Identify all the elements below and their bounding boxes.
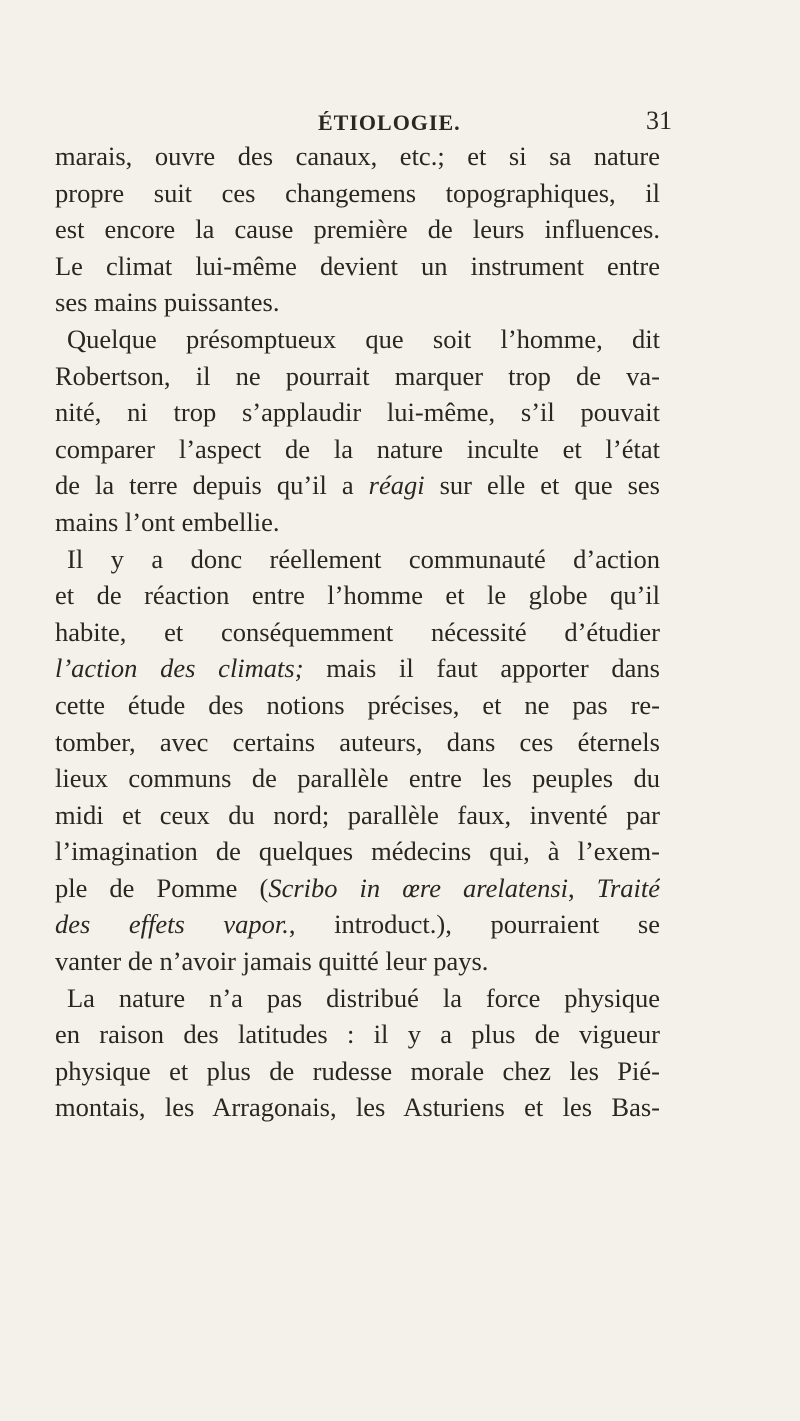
text-line <box>55 467 660 504</box>
text-fragment: mais il faut apporter dans <box>303 653 660 684</box>
italic-fragment: réagi <box>368 470 425 501</box>
text-fragment: sur elle et que ses <box>424 470 660 501</box>
text-line: comparer l’aspect de la nature inculte et l’état <box>55 433 660 464</box>
text-line: ses mains puissantes. <box>55 287 280 318</box>
text-line: La nature n’a pas distribué la force physique <box>67 982 660 1013</box>
text-line: propre suit ces changemens topographiques, il <box>55 177 660 208</box>
text-line: Robertson, il ne pourrait marquer trop de va- <box>55 360 660 391</box>
text-line: vanter de n’avoir jamais quitté leur pays. <box>55 946 489 977</box>
italic-fragment: Scribo in œre arelatensi <box>268 872 569 903</box>
text-fragment: , <box>568 872 597 903</box>
text-fragment: ple de Pomme ( <box>55 872 269 903</box>
body-text <box>55 138 660 1126</box>
text-line: et de réaction entre l’homme et le globe qu’il <box>55 580 660 611</box>
text-line: midi et ceux du nord; parallèle faux, inventé par <box>55 799 660 830</box>
text-fragment: , introduct.), pourraient se <box>288 909 660 940</box>
text-line: marais, ouvre des canaux, etc.; et si sa nature <box>55 141 660 171</box>
text-line: nité, ni trop s’applaudir lui-même, s’il pouvait <box>55 397 660 428</box>
italic-fragment: des effets vapor. <box>55 909 289 940</box>
text-line: habite, et conséquemment nécessité d’étudier <box>55 616 660 647</box>
page-number: 31 <box>646 106 672 135</box>
italic-fragment: l’action des climats; <box>55 653 304 684</box>
text-line: Quelque présomptueux que soit l’homme, dit <box>67 323 660 354</box>
text-line: Le climat lui-même devient un instrument entre <box>55 250 660 281</box>
text-line: est encore la cause première de leurs influences. <box>55 214 660 245</box>
text-line: montais, les Arragonais, les Asturiens et les Bas- <box>55 1092 660 1123</box>
text-line: l’imagination de quelques médecins qui, à l’exem- <box>55 836 660 867</box>
text-line: cette étude des notions précises, et ne pas re- <box>55 689 660 720</box>
text-line <box>55 906 660 943</box>
text-line: mains l’ont embellie. <box>55 506 280 537</box>
text-line: tomber, avec certains auteurs, dans ces éternels <box>55 726 660 757</box>
running-head-title: ÉTIOLOGIE. <box>318 110 461 135</box>
text-line: physique et plus de rudesse morale chez les Pié- <box>55 1055 660 1086</box>
text-fragment: de la terre depuis qu’il a <box>55 470 369 501</box>
text-line <box>55 870 660 907</box>
text-line: en raison des latitudes : il y a plus de vigueur <box>55 1019 660 1050</box>
text-line: Il y a donc réellement communauté d’action <box>67 543 660 574</box>
text-line <box>55 650 660 687</box>
italic-fragment: Traité <box>596 872 660 903</box>
text-line: lieux communs de parallèle entre les peuples du <box>55 763 660 794</box>
